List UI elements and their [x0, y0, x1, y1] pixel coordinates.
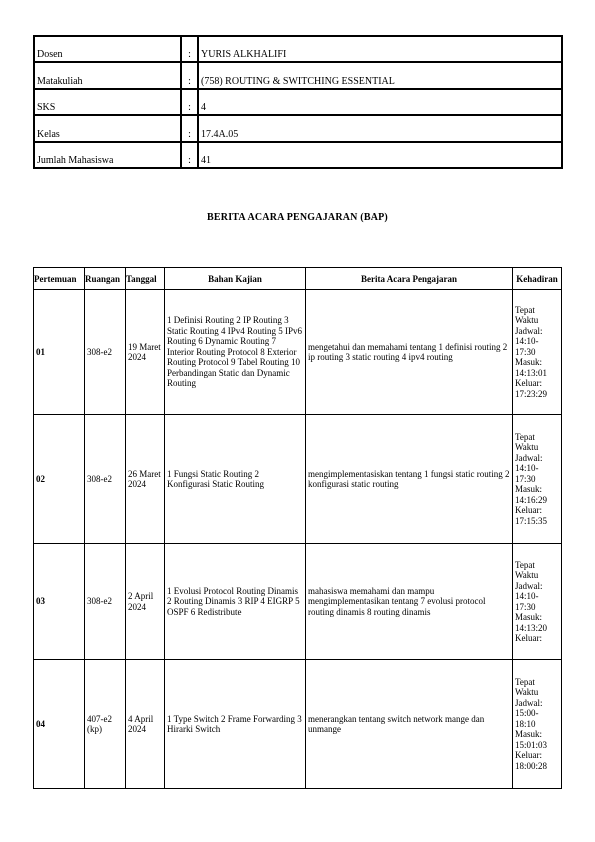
info-row-sks — [34, 89, 562, 115]
cell-bahan-kajian: 1 Fungsi Static Routing 2 Konfigurasi Static Routing — [165, 415, 306, 544]
info-label: Jumlah Mahasiswa — [34, 142, 181, 168]
table-row — [34, 660, 562, 789]
cell-tanggal: 4 April 2024 — [126, 660, 165, 789]
cell-ruangan: 308-e2 — [85, 415, 126, 544]
header-tanggal: Tanggal — [126, 268, 165, 290]
cell-tanggal: 19 Maret 2024 — [126, 290, 165, 415]
info-row-kelas — [34, 115, 562, 141]
table-row — [34, 544, 562, 660]
cell-pertemuan: 04 — [34, 660, 85, 789]
info-label: Kelas — [34, 115, 181, 141]
cell-tanggal: 2 April 2024 — [126, 544, 165, 660]
info-row-dosen — [34, 36, 562, 62]
info-value: (758) ROUTING & SWITCHING ESSENTIAL — [198, 62, 562, 88]
cell-kehadiran: Tepat Waktu Jadwal: 15:00- 18:10 Masuk: 15:01:03 Keluar: 18:00:28 — [513, 660, 562, 789]
cell-kehadiran: Tepat Waktu Jadwal: 14:10- 17:30 Masuk: 14:13:01 Keluar: 17:23:29 — [513, 290, 562, 415]
info-row-jumlah-mahasiswa — [34, 142, 562, 168]
cell-bahan-kajian: 1 Definisi Routing 2 IP Routing 3 Static Routing 4 IPv4 Routing 5 IPv6 Routing 6 Dynamic Routing 7 Interior Routing Protocol 8 Exterior Routing Protocol 9 Tabel Routing 10 Perbandingan Static dan Dynamic Routing — [165, 290, 306, 415]
cell-tanggal: 26 Maret 2024 — [126, 415, 165, 544]
cell-ruangan: 308-e2 — [85, 290, 126, 415]
table-row — [34, 415, 562, 544]
page-title: BERITA ACARA PENGAJARAN (BAP) — [207, 212, 388, 223]
header-ruangan: Ruangan — [85, 268, 126, 290]
cell-bahan-kajian: 1 Evolusi Protocol Routing Dinamis 2 Routing Dinamis 3 RIP 4 EIGRP 5 OSPF 6 Redistribute — [165, 544, 306, 660]
cell-berita-acara: mengetahui dan memahami tentang 1 definisi routing 2 ip routing 3 static routing 4 ipv4 routing — [306, 290, 513, 415]
info-row-matakuliah — [34, 62, 562, 88]
cell-ruangan: 407-e2 (kp) — [85, 660, 126, 789]
cell-pertemuan: 01 — [34, 290, 85, 415]
cell-berita-acara: mahasiswa memahami dan mampu mengimplementasikan tentang 7 evolusi protocol routing dinamis 8 routing dinamis — [306, 544, 513, 660]
info-value: 4 — [198, 89, 562, 115]
cell-pertemuan: 03 — [34, 544, 85, 660]
info-value: 41 — [198, 142, 562, 168]
header-pertemuan: Pertemuan — [34, 268, 85, 290]
course-info-table — [33, 35, 563, 169]
bap-header-row — [34, 268, 562, 290]
cell-kehadiran: Tepat Waktu Jadwal: 14:10- 17:30 Masuk: 14:16:29 Keluar: 17:15:35 — [513, 415, 562, 544]
info-separator: : — [181, 142, 198, 168]
info-separator: : — [181, 62, 198, 88]
info-value: 17.4A.05 — [198, 115, 562, 141]
info-value: YURIS ALKHALIFI — [198, 36, 562, 62]
cell-ruangan: 308-e2 — [85, 544, 126, 660]
info-label: Matakuliah — [34, 62, 181, 88]
header-kehadiran: Kehadiran — [513, 268, 562, 290]
info-separator: : — [181, 89, 198, 115]
info-separator: : — [181, 36, 198, 62]
info-separator: : — [181, 115, 198, 141]
table-row — [34, 290, 562, 415]
bap-table — [33, 267, 562, 789]
cell-berita-acara: menerangkan tentang switch network mange dan unmange — [306, 660, 513, 789]
cell-bahan-kajian: 1 Type Switch 2 Frame Forwarding 3 Hirarki Switch — [165, 660, 306, 789]
header-bahan-kajian: Bahan Kajian — [165, 268, 306, 290]
cell-kehadiran: Tepat Waktu Jadwal: 14:10- 17:30 Masuk: 14:13:20 Keluar: — [513, 544, 562, 660]
info-label: Dosen — [34, 36, 181, 62]
header-berita-acara: Berita Acara Pengajaran — [306, 268, 513, 290]
info-label: SKS — [34, 89, 181, 115]
cell-pertemuan: 02 — [34, 415, 85, 544]
cell-berita-acara: mengimplementasiskan tentang 1 fungsi static routing 2 konfigurasi static routing — [306, 415, 513, 544]
